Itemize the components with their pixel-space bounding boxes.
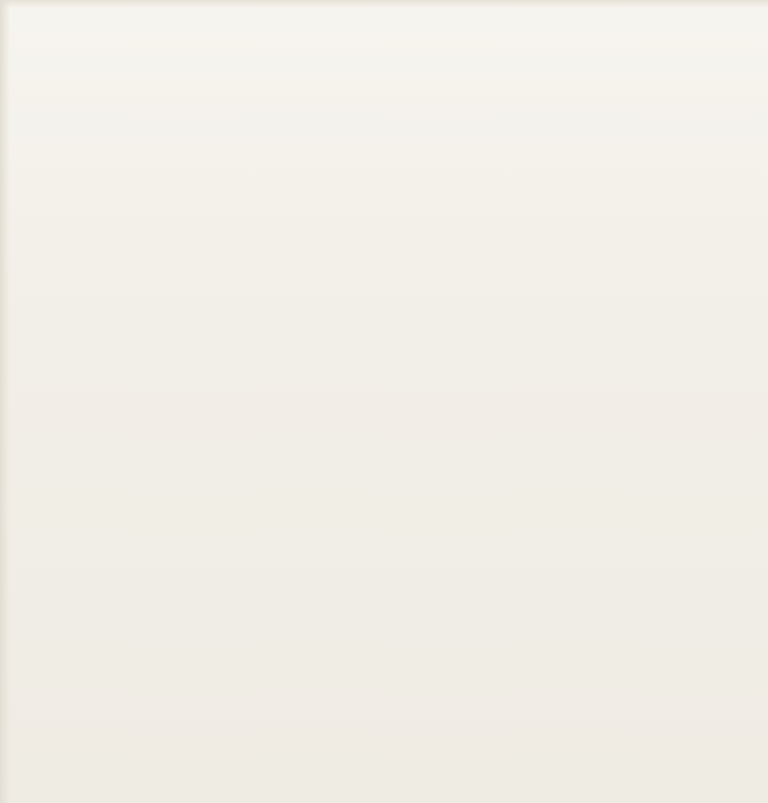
column-header-year [26, 100, 34, 115]
savings-fund-line1 [498, 662, 568, 676]
insurance-fund-block [498, 702, 568, 716]
savings-fund-block [498, 662, 568, 676]
page-edge-left [0, 0, 10, 803]
accumulation-table [26, 100, 34, 115]
insurance-fund-line1 [498, 702, 568, 716]
page-edge-top [0, 0, 768, 8]
table-header-row [26, 100, 34, 115]
